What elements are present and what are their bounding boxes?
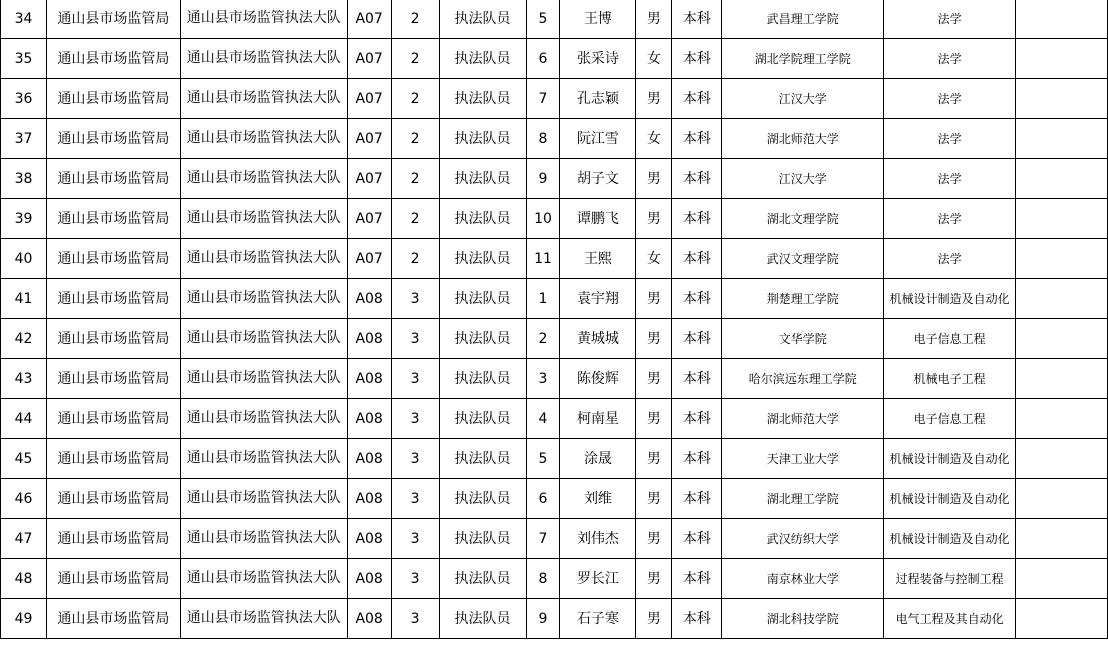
cell-gender: 男 [636,559,672,599]
table-row [1,439,1108,479]
cell-unit: 通山县市场监管执法大队 [180,79,347,119]
cell-school: 武昌理工学院 [722,0,884,39]
cell-name: 王博 [560,0,636,39]
cell-serial-number: 48 [1,559,47,599]
table-row [1,519,1108,559]
cell-blank [1016,559,1108,599]
cell-major: 法学 [884,159,1016,199]
cell-name: 孔志颖 [560,79,636,119]
cell-gender: 女 [636,119,672,159]
cell-position: 执法队员 [439,239,526,279]
table-body [1,0,1108,639]
table-row [1,319,1108,359]
cell-department: 通山县市场监管局 [46,119,180,159]
table-row [1,119,1108,159]
cell-education: 本科 [672,159,722,199]
cell-unit: 通山县市场监管执法大队 [180,119,347,159]
cell-rank: 5 [526,0,560,39]
table-row [1,479,1108,519]
cell-position: 执法队员 [439,319,526,359]
cell-name: 袁宇翔 [560,279,636,319]
cell-major: 机械设计制造及自动化 [884,279,1016,319]
cell-education: 本科 [672,519,722,559]
cell-education: 本科 [672,79,722,119]
cell-rank: 1 [526,279,560,319]
cell-serial-number: 49 [1,599,47,639]
cell-unit: 通山县市场监管执法大队 [180,599,347,639]
cell-education: 本科 [672,439,722,479]
cell-position: 执法队员 [439,79,526,119]
cell-department: 通山县市场监管局 [46,0,180,39]
table-row [1,359,1108,399]
cell-department: 通山县市场监管局 [46,359,180,399]
cell-name: 刘维 [560,479,636,519]
cell-unit: 通山县市场监管执法大队 [180,239,347,279]
cell-name: 陈俊辉 [560,359,636,399]
cell-rank: 7 [526,79,560,119]
cell-unit: 通山县市场监管执法大队 [180,519,347,559]
cell-serial-number: 46 [1,479,47,519]
cell-position-code: A07 [347,39,391,79]
cell-education: 本科 [672,279,722,319]
cell-education: 本科 [672,239,722,279]
cell-name: 胡子文 [560,159,636,199]
cell-school: 武汉文理学院 [722,239,884,279]
cell-gender: 男 [636,159,672,199]
cell-quota: 2 [391,159,439,199]
table-row [1,279,1108,319]
cell-rank: 10 [526,199,560,239]
cell-major: 法学 [884,199,1016,239]
cell-blank [1016,159,1108,199]
cell-department: 通山县市场监管局 [46,279,180,319]
cell-position-code: A08 [347,439,391,479]
cell-unit: 通山县市场监管执法大队 [180,319,347,359]
cell-rank: 11 [526,239,560,279]
cell-school: 湖北师范大学 [722,399,884,439]
cell-gender: 男 [636,479,672,519]
cell-quota: 2 [391,239,439,279]
cell-department: 通山县市场监管局 [46,319,180,359]
cell-unit: 通山县市场监管执法大队 [180,159,347,199]
cell-position: 执法队员 [439,399,526,439]
cell-position-code: A07 [347,159,391,199]
cell-position-code: A08 [347,479,391,519]
cell-blank [1016,599,1108,639]
cell-serial-number: 47 [1,519,47,559]
cell-department: 通山县市场监管局 [46,519,180,559]
cell-education: 本科 [672,119,722,159]
cell-blank [1016,319,1108,359]
table-row [1,159,1108,199]
table-row [1,559,1108,599]
cell-department: 通山县市场监管局 [46,79,180,119]
cell-quota: 3 [391,559,439,599]
cell-department: 通山县市场监管局 [46,399,180,439]
cell-position-code: A08 [347,279,391,319]
cell-school: 武汉纺织大学 [722,519,884,559]
cell-name: 石子寒 [560,599,636,639]
cell-serial-number: 42 [1,319,47,359]
cell-major: 法学 [884,119,1016,159]
cell-blank [1016,519,1108,559]
cell-major: 机械设计制造及自动化 [884,479,1016,519]
cell-name: 罗长江 [560,559,636,599]
cell-major: 法学 [884,79,1016,119]
cell-name: 刘伟杰 [560,519,636,559]
cell-name: 阮江雪 [560,119,636,159]
cell-school: 湖北文理学院 [722,199,884,239]
cell-unit: 通山县市场监管执法大队 [180,359,347,399]
cell-education: 本科 [672,199,722,239]
cell-major: 法学 [884,0,1016,39]
cell-position: 执法队员 [439,559,526,599]
cell-name: 张采诗 [560,39,636,79]
cell-position-code: A08 [347,359,391,399]
cell-rank: 5 [526,439,560,479]
cell-position: 执法队员 [439,279,526,319]
cell-serial-number: 38 [1,159,47,199]
cell-department: 通山县市场监管局 [46,39,180,79]
cell-unit: 通山县市场监管执法大队 [180,39,347,79]
cell-quota: 3 [391,359,439,399]
cell-position: 执法队员 [439,39,526,79]
cell-name: 谭鹏飞 [560,199,636,239]
cell-department: 通山县市场监管局 [46,239,180,279]
table-row [1,79,1108,119]
cell-blank [1016,279,1108,319]
cell-serial-number: 40 [1,239,47,279]
cell-serial-number: 34 [1,0,47,39]
cell-position-code: A07 [347,119,391,159]
cell-school: 江汉大学 [722,159,884,199]
cell-school: 荆楚理工学院 [722,279,884,319]
cell-position: 执法队员 [439,599,526,639]
cell-quota: 3 [391,399,439,439]
cell-serial-number: 36 [1,79,47,119]
cell-serial-number: 41 [1,279,47,319]
cell-position: 执法队员 [439,119,526,159]
cell-gender: 男 [636,519,672,559]
cell-position: 执法队员 [439,519,526,559]
cell-position: 执法队员 [439,479,526,519]
cell-gender: 男 [636,79,672,119]
cell-rank: 9 [526,599,560,639]
cell-blank [1016,239,1108,279]
cell-quota: 3 [391,599,439,639]
cell-position-code: A08 [347,399,391,439]
cell-school: 文华学院 [722,319,884,359]
cell-position-code: A08 [347,319,391,359]
cell-position-code: A07 [347,239,391,279]
cell-name: 王熙 [560,239,636,279]
cell-department: 通山县市场监管局 [46,439,180,479]
cell-blank [1016,479,1108,519]
cell-education: 本科 [672,359,722,399]
cell-blank [1016,79,1108,119]
cell-rank: 6 [526,39,560,79]
cell-quota: 2 [391,79,439,119]
cell-position-code: A08 [347,519,391,559]
cell-serial-number: 44 [1,399,47,439]
cell-education: 本科 [672,39,722,79]
cell-name: 涂晟 [560,439,636,479]
cell-school: 湖北学院理工学院 [722,39,884,79]
cell-gender: 女 [636,239,672,279]
cell-rank: 8 [526,559,560,599]
cell-serial-number: 35 [1,39,47,79]
cell-blank [1016,0,1108,39]
cell-school: 湖北师范大学 [722,119,884,159]
cell-school: 湖北科技学院 [722,599,884,639]
cell-blank [1016,439,1108,479]
cell-unit: 通山县市场监管执法大队 [180,439,347,479]
cell-blank [1016,39,1108,79]
cell-gender: 男 [636,199,672,239]
cell-quota: 3 [391,279,439,319]
cell-serial-number: 45 [1,439,47,479]
cell-quota: 3 [391,519,439,559]
cell-gender: 男 [636,439,672,479]
cell-major: 法学 [884,239,1016,279]
cell-major: 电气工程及其自动化 [884,599,1016,639]
table-row [1,39,1108,79]
cell-serial-number: 37 [1,119,47,159]
cell-major: 机械设计制造及自动化 [884,519,1016,559]
cell-position-code: A08 [347,599,391,639]
cell-position: 执法队员 [439,199,526,239]
cell-unit: 通山县市场监管执法大队 [180,0,347,39]
cell-school: 南京林业大学 [722,559,884,599]
cell-gender: 男 [636,279,672,319]
cell-school: 湖北理工学院 [722,479,884,519]
cell-position-code: A08 [347,559,391,599]
table-row [1,399,1108,439]
cell-quota: 3 [391,319,439,359]
cell-quota: 2 [391,199,439,239]
cell-department: 通山县市场监管局 [46,599,180,639]
table-row [1,599,1108,639]
cell-serial-number: 39 [1,199,47,239]
cell-serial-number: 43 [1,359,47,399]
cell-name: 黄城城 [560,319,636,359]
cell-rank: 3 [526,359,560,399]
cell-education: 本科 [672,599,722,639]
cell-education: 本科 [672,559,722,599]
cell-department: 通山县市场监管局 [46,199,180,239]
cell-unit: 通山县市场监管执法大队 [180,199,347,239]
cell-position: 执法队员 [439,0,526,39]
cell-rank: 2 [526,319,560,359]
cell-blank [1016,399,1108,439]
cell-blank [1016,199,1108,239]
cell-education: 本科 [672,0,722,39]
table-row [1,199,1108,239]
cell-gender: 男 [636,359,672,399]
cell-quota: 2 [391,0,439,39]
cell-position-code: A07 [347,199,391,239]
cell-quota: 2 [391,39,439,79]
cell-education: 本科 [672,479,722,519]
cell-rank: 8 [526,119,560,159]
cell-position-code: A07 [347,0,391,39]
cell-rank: 4 [526,399,560,439]
cell-major: 机械电子工程 [884,359,1016,399]
cell-rank: 9 [526,159,560,199]
cell-gender: 男 [636,599,672,639]
cell-quota: 3 [391,479,439,519]
cell-major: 电子信息工程 [884,319,1016,359]
cell-school: 哈尔滨远东理工学院 [722,359,884,399]
cell-rank: 7 [526,519,560,559]
cell-major: 法学 [884,39,1016,79]
cell-gender: 女 [636,39,672,79]
cell-school: 江汉大学 [722,79,884,119]
cell-unit: 通山县市场监管执法大队 [180,479,347,519]
cell-education: 本科 [672,319,722,359]
cell-school: 天津工业大学 [722,439,884,479]
table-row [1,0,1108,39]
cell-blank [1016,119,1108,159]
cell-unit: 通山县市场监管执法大队 [180,279,347,319]
cell-unit: 通山县市场监管执法大队 [180,559,347,599]
cell-department: 通山县市场监管局 [46,559,180,599]
cell-quota: 3 [391,439,439,479]
cell-gender: 男 [636,0,672,39]
cell-major: 机械设计制造及自动化 [884,439,1016,479]
cell-major: 电子信息工程 [884,399,1016,439]
cell-unit: 通山县市场监管执法大队 [180,399,347,439]
cell-position-code: A07 [347,79,391,119]
cell-department: 通山县市场监管局 [46,479,180,519]
cell-position: 执法队员 [439,159,526,199]
cell-name: 柯南星 [560,399,636,439]
cell-rank: 6 [526,479,560,519]
cell-position: 执法队员 [439,439,526,479]
cell-blank [1016,359,1108,399]
cell-quota: 2 [391,119,439,159]
cell-gender: 男 [636,319,672,359]
cell-major: 过程装备与控制工程 [884,559,1016,599]
cell-education: 本科 [672,399,722,439]
cell-position: 执法队员 [439,359,526,399]
cell-department: 通山县市场监管局 [46,159,180,199]
cell-gender: 男 [636,399,672,439]
table-row [1,239,1108,279]
